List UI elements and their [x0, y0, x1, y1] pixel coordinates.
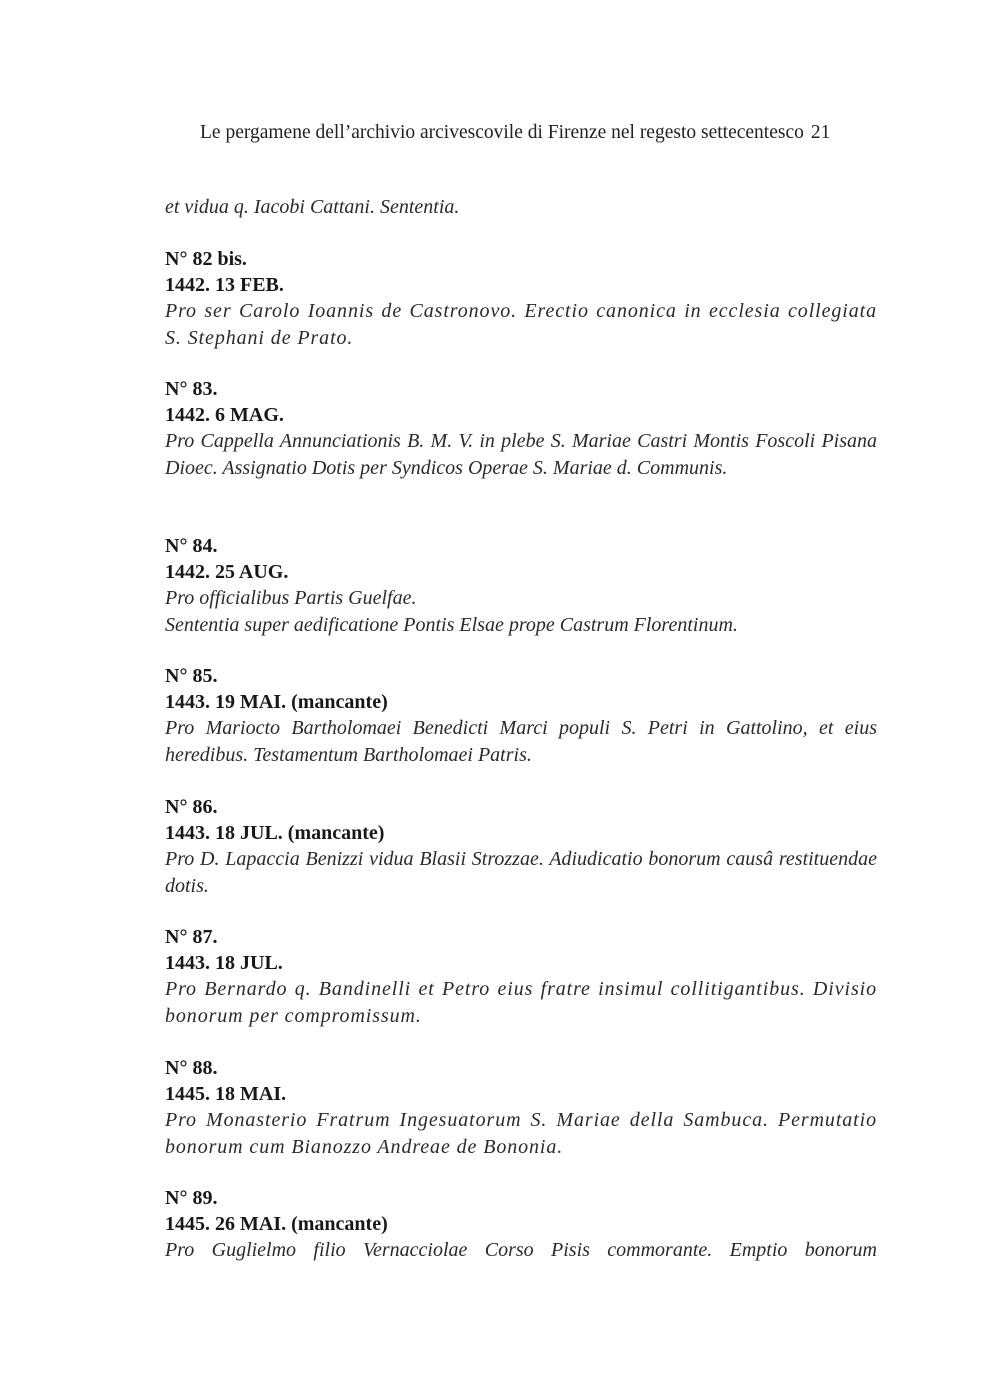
- entry-status-note: (mancante): [287, 822, 385, 844]
- entry-date: 1442. 25 AUG.: [165, 561, 289, 583]
- regesto-entry-84: [165, 533, 877, 638]
- entry-text: Pro ser Carolo Ioannis de Castronovo. Erectio canonica in ecclesia collegiata S. Stephani de Prato.: [165, 300, 877, 349]
- regesto-entry-86: [165, 794, 877, 899]
- entry-number: N° 89.: [165, 1187, 218, 1209]
- entry-number: N° 83.: [165, 378, 218, 400]
- entry-date-line: [165, 820, 877, 846]
- entry-number: N° 84.: [165, 535, 218, 557]
- entry-date: 1442. 13 FEB.: [165, 274, 284, 296]
- entry-text: Pro D. Lapaccia Benizzi vidua Blasii Strozzae. Adiudicatio bonorum causâ restituendae dotis.: [165, 848, 877, 897]
- running-header: [200, 121, 870, 145]
- continuation-text: et vidua q. Iacobi Cattani. Sententia.: [165, 196, 460, 218]
- entry-date: 1443. 18 JUL.: [165, 822, 283, 844]
- entry-status-note: (mancante): [291, 1213, 388, 1235]
- regesto-entry-83: [165, 376, 877, 481]
- regesto-entry-87: [165, 924, 877, 1029]
- entry-date-line: [165, 689, 877, 715]
- entry-text-line: Pro officialibus Partis Guelfae.: [165, 587, 417, 609]
- entry-number: N° 85.: [165, 665, 218, 687]
- entry-text: Pro Monasterio Fratrum Ingesuatorum S. Mariae della Sambuca. Permutatio bonorum cum Bianozzo Andreae de Bononia.: [165, 1109, 877, 1158]
- entry-date: 1443. 19 MAI.: [165, 691, 287, 713]
- regesto-entry-82-bis: [165, 246, 877, 351]
- entry-date: 1442. 6 MAG.: [165, 404, 284, 426]
- regesto-entry-85: [165, 663, 877, 768]
- page-number: 21: [810, 122, 831, 143]
- entry-date: 1443. 18 JUL.: [165, 952, 283, 974]
- entry-text: Pro Bernardo q. Bandinelli et Petro eius fratre insimul collitigantibus. Divisio bonorum per compromissum.: [165, 978, 877, 1027]
- regesto-entry-88: [165, 1055, 877, 1160]
- entry-date-line: [165, 1211, 877, 1237]
- entry-number: N° 86.: [165, 796, 218, 818]
- entry-number: N° 87.: [165, 926, 218, 948]
- entry-text: Pro Mariocto Bartholomaei Benedicti Marci populi S. Petri in Gattolino, et eius heredibus. Testamentum Bartholomaei Patris.: [165, 717, 877, 766]
- entry-status-note: (mancante): [291, 691, 388, 713]
- entry-date: 1445. 18 MAI.: [165, 1083, 287, 1105]
- running-title: Le pergamene dell’archivio arcivescovile di Firenze nel regesto settecentesco: [200, 122, 804, 143]
- entry-text-line: Sententia super aedificatione Pontis Elsae prope Castrum Florentinum.: [165, 613, 738, 636]
- entry-number: N° 88.: [165, 1057, 218, 1079]
- regesto-entry-89: [165, 1185, 877, 1264]
- entry-text: Pro Guglielmo filio Vernacciolae Corso Pisis commorante. Emptio bonorum: [165, 1239, 877, 1261]
- entry-date: 1445. 26 MAI.: [165, 1213, 287, 1235]
- entry-number: N° 82 bis.: [165, 248, 247, 270]
- entry-text: Pro Cappella Annunciationis B. M. V. in plebe S. Mariae Castri Montis Foscoli Pisana Dioec. Assignatio Dotis per Syndicos Operae S. Mariae d. Communis.: [165, 430, 877, 479]
